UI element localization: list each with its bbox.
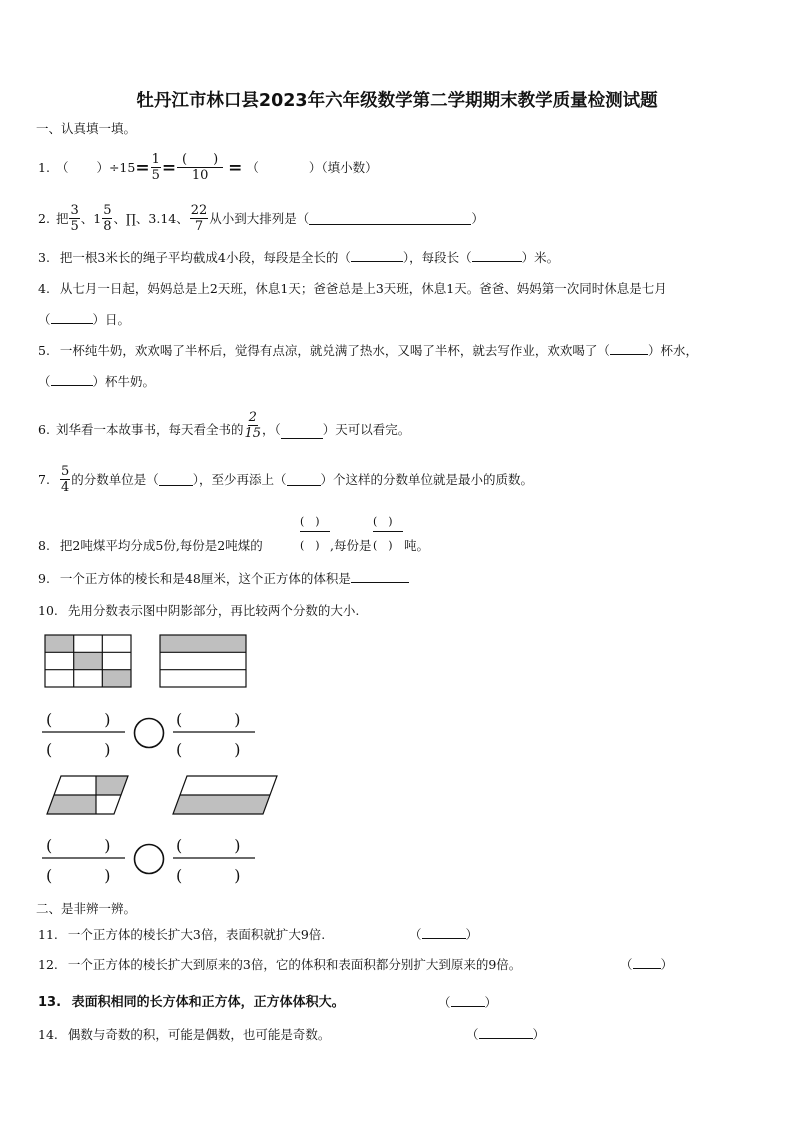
q10-text: 先用分数表示图中阴影部分，再比较两个分数的大小. [67,603,360,618]
page-title: 牡丹江市林口县2023年六年级数学第二学期期末教学质量检测试题 [136,91,658,111]
q11-text: 一个正方体的棱长扩大3倍，表面积就扩大9倍. [67,927,326,942]
q5-line-1-end: ）杯水， [647,343,698,358]
q2-sep-1: 、1 [80,210,102,226]
q7-fraction: $\frac{5}{4}$ [60,464,70,495]
q5-blank-1[interactable] [610,342,648,355]
q12-close: ） [660,957,674,972]
q7-number: 7. [38,471,50,487]
q13-blank[interactable] [451,994,485,1007]
parallelogram-figure-1 [47,776,128,814]
q2-post: 从小到大排列是（ [209,210,310,226]
q2-prefix: 把 [55,210,69,226]
compare-circle-1 [135,719,164,748]
q1-divisor: ）÷15 [96,159,136,175]
q13-open: （ [438,995,451,1010]
q10-number: 10. [38,603,58,618]
q5-close: ）杯牛奶。 [92,374,156,389]
q3-mid: ），每段长（ [402,250,472,265]
question-1 [38,152,378,183]
q7-text-3: ）个这样的分数单位就是最小的质数。 [320,471,534,487]
q12-answer [620,956,673,974]
q6-fraction: $\frac{2}{15}$ [244,410,261,441]
question-5 [38,342,698,360]
section-2-heading: 二、是非辨一辨。 [36,901,137,916]
q1-number: 1. [38,159,50,175]
question-7 [38,464,533,495]
q8-text-1: 把2吨煤平均分成5份,每份是2吨煤的 [59,538,263,553]
q11-open: （ [409,927,422,942]
question-10 [38,602,359,620]
q2-close: ） [471,210,484,226]
q6-text: 刘华看一本故事书，每天看全书的 [55,422,244,437]
q2-fraction-a: $\frac{3}{5}$ [70,203,79,234]
q13-number: 13. [38,995,62,1010]
q12-open: （ [620,957,633,972]
q1-fraction-1: $\frac{1}{5}$ [151,152,160,183]
q14-text: 偶数与奇数的积，可能是偶数，也可能是奇数。 [67,1027,331,1042]
q10-figures [0,625,300,895]
q7-text-2: ），至少再添上（ [192,471,287,487]
q8-fraction-1-numerator: ( ) [300,515,320,528]
q8-fraction-1-bar [300,531,330,532]
q4-blank[interactable] [51,311,93,324]
striped-rectangle-figure [160,635,246,687]
q10-answer-2-numerator[interactable]: ( ) [176,710,242,729]
q11-answer [409,926,478,944]
q10-answer-4-denominator[interactable]: ( ) [176,866,242,885]
q1-equals-1: = [135,157,150,178]
q5-number: 5. [38,343,50,358]
q3-text: 把一根3米长的绳子平均截成4小段，每段是全长的（ [59,250,351,265]
q13-text: 表面积相同的长方体和正方体，正方体体积大。 [71,995,345,1010]
question-6 [38,410,410,439]
q9-number: 9. [38,571,50,586]
question-14 [38,1026,330,1044]
q9-blank[interactable] [351,570,409,583]
q8-text-3: 吨。 [404,538,430,553]
q8-fraction-2-denominator[interactable]: ( ) [373,539,393,552]
q10-answer-1-denominator[interactable]: ( ) [46,740,112,759]
grid-figure [45,635,131,687]
question-4-line-2 [38,311,130,329]
q8-text-2: ,每份是 [330,538,372,553]
q8-fraction-2-numerator: ( ) [373,515,393,528]
q1-equals-3: = [228,157,243,178]
q7-text-1: 的分数单位是（ [71,471,159,487]
q14-close: ） [532,1027,546,1042]
parallelogram-1-shaded-bottom-left [47,795,96,814]
q3-number: 3. [38,250,50,265]
grid-cell-shaded-2 [74,652,103,669]
question-5-line-2 [38,373,155,391]
q5-line-1: 一杯纯牛奶，欢欢喝了半杯后，觉得有点凉，就兑满了热水，又喝了半杯，就去写作业，欢欢喝了（ [59,343,610,358]
q3-blank-2[interactable] [472,249,522,262]
q6-tail-2: ）天可以看完。 [322,422,411,437]
q2-fraction-b: $\frac{5}{8}$ [103,203,112,234]
q6-number: 6. [38,422,50,437]
q6-tail-1: ，（ [262,422,281,437]
q3-blank-1[interactable] [351,249,403,262]
section-1-heading: 一、认真填一填。 [36,121,137,136]
q2-sep-2: 、∏、3.14、 [113,210,189,226]
question-4 [38,280,667,298]
grid-cell-shaded-1 [45,635,74,652]
q8-fraction-1-denominator[interactable]: ( ) [300,539,320,552]
q10-answer-2-denominator[interactable]: ( ) [176,740,242,759]
q14-answer [466,1026,545,1044]
question-8 [38,537,263,555]
q10-answer-1-numerator[interactable]: ( ) [46,710,112,729]
q2-number: 2. [38,210,50,226]
q14-blank[interactable] [479,1026,533,1039]
q11-number: 11. [38,927,58,942]
q10-answer-4-numerator[interactable]: ( ) [176,836,242,855]
q11-close: ） [465,927,479,942]
q1-equals-2: = [161,157,177,178]
q10-answer-3-denominator[interactable]: ( ) [46,866,112,885]
question-3 [38,249,559,267]
parallelogram-2-shaded-bottom [173,795,270,814]
q7-blank-1[interactable] [159,473,193,486]
question-11 [38,926,325,944]
q12-number: 12. [38,957,58,972]
q1-fraction-2: $\frac{( )}{10}$ [177,152,223,183]
parallelogram-figure-2 [173,776,277,814]
q14-number: 14. [38,1027,58,1042]
stripe-shaded [160,635,246,652]
q6-blank[interactable] [281,426,323,439]
q12-text: 一个正方体的棱长扩大到原来的3倍，它的体积和表面积都分别扩大到原来的9倍。 [67,957,522,972]
q9-text: 一个正方体的棱长和是48厘米，这个正方体的体积是 [59,571,351,586]
q1-open-paren: （ [55,159,69,175]
question-2 [38,203,484,234]
question-13 [38,994,345,1012]
q2-answer-blank[interactable] [309,212,471,225]
q13-close: ） [484,995,498,1010]
q10-answer-3-numerator[interactable]: ( ) [46,836,112,855]
q7-blank-2[interactable] [287,473,321,486]
q1-tail: （ ）（填小数） [246,159,378,175]
q8-number: 8. [38,538,50,553]
question-12 [38,956,521,974]
q4-open: （ [38,312,51,327]
grid-cell-shaded-3 [102,670,131,687]
q2-fraction-c: $\frac{22}{7}$ [190,203,208,234]
q14-open: （ [466,1027,479,1042]
q11-blank[interactable] [422,926,466,939]
q8-fraction-2-bar [373,531,403,532]
question-9 [38,570,409,588]
q5-open: （ [38,374,51,389]
q4-line-1: 从七月一日起，妈妈总是上2天班，休息1天；爸爸总是上3天班，休息1天。爸爸、妈妈第一次同时休息是七月 [59,281,667,296]
q4-number: 4. [38,281,50,296]
q12-blank[interactable] [633,956,661,969]
q3-end: ）米。 [521,250,560,265]
parallelogram-1-shaded-top-right [96,776,128,795]
q5-blank-2[interactable] [51,373,93,386]
compare-circle-2 [135,845,164,874]
q13-answer [438,994,497,1012]
q4-close: ）日。 [92,312,131,327]
